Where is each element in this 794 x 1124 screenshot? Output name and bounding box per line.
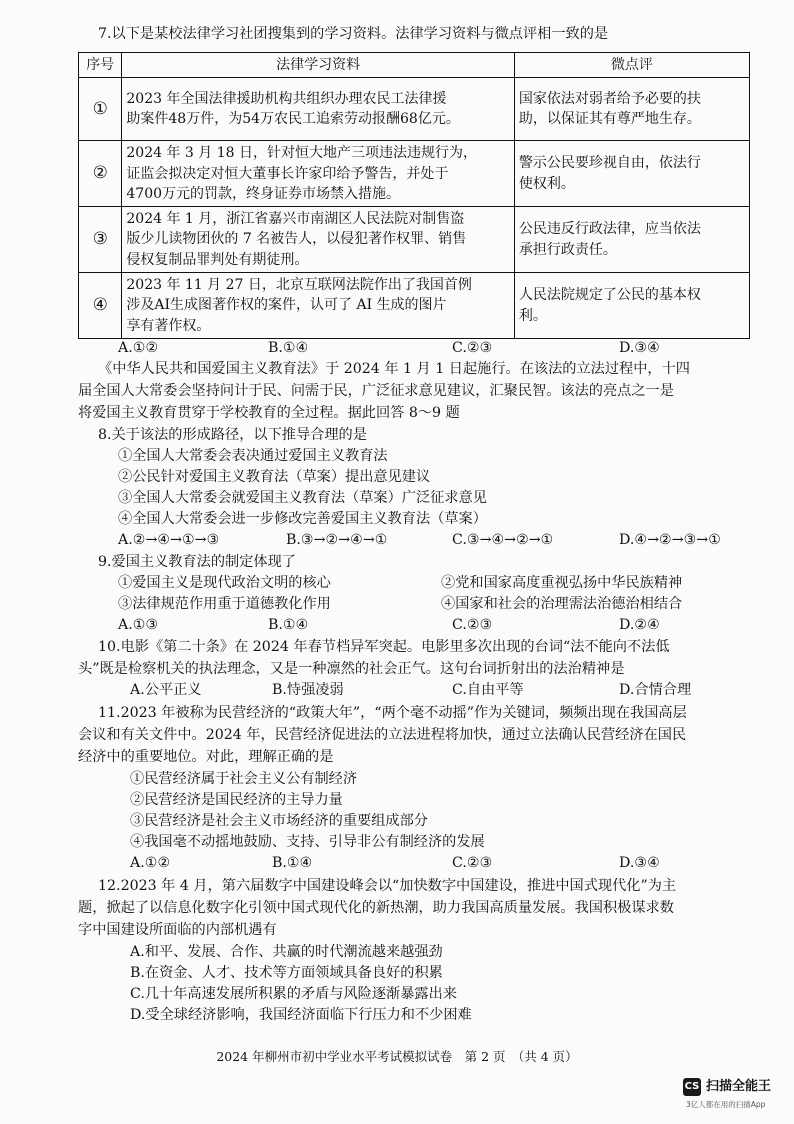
q7-material-line: 版少儿读物团伙的 7 名被告人，以侵犯著作权罪、销售 <box>126 231 467 248</box>
q7-comment-line: 助，以保证其有尊严地生存。 <box>518 111 701 128</box>
q12-option-a: A.和平、发展、合作、共赢的时代潮流越来越强劲 <box>130 944 443 960</box>
q11-option-a: A.①② <box>130 855 171 871</box>
q8-item: ③全国人大常委会就爱国主义教育法（草案）广泛征求意见 <box>118 490 487 506</box>
q7-option-b: B.①④ <box>268 340 309 356</box>
q7-comment-line: 利。 <box>518 307 547 324</box>
q7-material-line: 4700万元的罚款，终身证券市场禁入措施。 <box>126 185 401 202</box>
q7-row-material <box>122 141 515 207</box>
intro-line: 《中华人民共和国爱国主义教育法》于 2024 年 1 月 1 日起施行。在该法的立法过程中，十四 <box>98 361 690 377</box>
q8-item: ②公民针对爱国主义教育法（草案）提出意见建议 <box>118 469 431 485</box>
q7-material-line: 享有著作权。 <box>126 317 211 334</box>
q7-row-comment <box>514 207 749 273</box>
q9-item: ①爱国主义是现代政治文明的核心 <box>118 575 331 591</box>
q7-comment-line: 承担行政责任。 <box>518 241 617 258</box>
q11-item: ①民营经济属于社会主义公有制经济 <box>130 771 358 787</box>
q9-item: ④国家和社会的治理需法治德治相结合 <box>441 596 683 612</box>
q7-stem: 7.以下是某校法律学习社团搜集到的学习资料。法律学习资料与微点评相一致的是 <box>98 26 609 42</box>
q7-row-num: ① <box>79 78 122 141</box>
q7-comment-line: 人民法院规定了公民的基本权 <box>518 287 701 304</box>
q11-item: ④我国毫不动摇地鼓励、支持、引导非公有制经济的发展 <box>130 834 485 850</box>
q8-option-b: B.③→②→④→① <box>286 532 388 548</box>
q8-option-a: A.②→④→①→③ <box>118 532 220 548</box>
q7-material-line: 证监会拟决定对恒大董事长许家印给予警告，并处于 <box>126 165 449 182</box>
q7-table <box>78 52 750 339</box>
q7-material-line: 涉及AI生成图著作权的案件，认可了 AI 生成的图片 <box>126 297 447 314</box>
q12-option-b: B.在资金、人才、技术等方面领域具备良好的积累 <box>130 965 443 981</box>
q9-item: ②党和国家高度重视弘扬中华民族精神 <box>441 575 683 591</box>
q10-option-c: C.自由平等 <box>452 682 524 698</box>
scanner-watermark <box>683 1077 771 1097</box>
q7-header-num: 序号 <box>79 53 122 78</box>
q7-material-line: 2024 年 3 月 18 日，针对恒大地产三项违法违规行为， <box>126 145 477 162</box>
q10-option-a: A.公平正义 <box>130 682 202 698</box>
q7-row-num: ③ <box>79 207 122 273</box>
q7-material-line: 2024 年 1 月，浙江省嘉兴市南湖区人民法院对制售盗 <box>126 211 465 228</box>
q7-comment-line: 使权利。 <box>518 175 575 192</box>
q7-header-row <box>79 53 750 78</box>
q9-stem: 9.爱国主义教育法的制定体现了 <box>98 554 296 570</box>
q7-material-line: 2023 年 11 月 27 日，北京互联网法院作出了我国首例 <box>126 277 472 294</box>
q7-header-material: 法律学习资料 <box>122 53 515 78</box>
q9-option-a: A.①③ <box>118 617 159 633</box>
q7-row-num: ④ <box>79 273 122 339</box>
camscanner-logo-icon: CS <box>683 1078 701 1096</box>
q8-item: ④全国人大常委会进一步修改完善爱国主义教育法（草案） <box>118 511 487 527</box>
q7-comment-line: 警示公民要珍视自由，依法行 <box>518 155 701 172</box>
q11-option-d: D.③④ <box>619 855 660 871</box>
q9-option-b: B.①④ <box>268 617 309 633</box>
q7-header-comment: 微点评 <box>514 53 749 78</box>
q11-option-c: C.②③ <box>452 855 493 871</box>
q7-row-comment <box>514 78 749 141</box>
q7-option-a: A.①② <box>118 340 159 356</box>
q11-stem-line: 11.2023 年被称为民营经济的“政策大年”，“两个毫不动摇”作为关键词，频频出现在我国高层 <box>98 705 687 721</box>
q8-item: ①全国人大常委会表决通过爱国主义教育法 <box>118 448 388 464</box>
q10-option-d: D.合情合理 <box>619 682 692 698</box>
q8-option-d: D.④→②→③→① <box>619 532 721 548</box>
q7-row-material <box>122 273 515 339</box>
q7-row <box>79 78 750 141</box>
q7-row-comment <box>514 273 749 339</box>
q12-stem-line: 题，掀起了以信息化数字化引领中国式现代化的新热潮，助力我国高质量发展。我国积极谋求数 <box>78 900 674 916</box>
q10-option-b: B.恃强凌弱 <box>272 682 344 698</box>
q7-option-d: D.③④ <box>619 340 660 356</box>
q9-option-d: D.②④ <box>619 617 660 633</box>
q11-option-b: B.①④ <box>272 855 313 871</box>
scanner-brand-name: 扫描全能王 <box>706 1079 772 1094</box>
q7-comment-line: 国家依法对弱者给予必要的扶 <box>518 91 701 107</box>
q10-stem-line: 10.电影《第二十条》在 2024 年春节档异军突起。电影里多次出现的台词“法不能向不法低 <box>98 639 670 655</box>
q11-item: ②民营经济是国民经济的主导力量 <box>130 792 343 808</box>
scanner-tagline: 3亿人都在用的扫描App <box>686 1100 766 1109</box>
q8-option-c: C.③→④→②→① <box>452 532 554 548</box>
q7-row-num: ② <box>79 141 122 207</box>
intro-line: 届全国人大常委会坚持问计于民、问需于民，广泛征求意见建议，汇聚民智。该法的亮点之一是 <box>78 383 674 399</box>
q7-row <box>79 141 750 207</box>
q12-option-d: D.受全球经济影响，我国经济面临下行压力和不少困难 <box>130 1007 472 1023</box>
q11-stem-line: 经济中的重要地位。对此，理解正确的是 <box>78 749 334 765</box>
q7-material-line: 助案件48万件，为54万农民工追索劳动报酬68亿元。 <box>126 111 460 128</box>
q12-stem-line: 12.2023 年 4 月，第六届数字中国建设峰会以“加快数字中国建设，推进中国式现代化”为主 <box>98 878 677 894</box>
q7-material-line: 侵权复制品罪判处有期徒刑。 <box>126 251 309 268</box>
q7-option-c: C.②③ <box>452 340 493 356</box>
q7-row-material <box>122 207 515 273</box>
q7-row <box>79 273 750 339</box>
q7-material-line: 2023 年全国法律援助机构共组织办理农民工法律援 <box>126 91 447 107</box>
q12-option-c: C.几十年高速发展所积累的矛盾与风险逐渐暴露出来 <box>130 986 457 1002</box>
q7-row-comment <box>514 141 749 207</box>
q9-item: ③法律规范作用重于道德教化作用 <box>118 596 331 612</box>
q11-stem-line: 会议和有关文件中。2024 年，民营经济促进法的立法进程将加快，通过立法确认民营经济在国民 <box>78 727 687 743</box>
q12-stem-line: 字中国建设所面临的内部机遇有 <box>78 922 277 938</box>
q7-row-material <box>122 78 515 141</box>
intro-line: 将爱国主义教育贯穿于学校教育的全过程。据此回答 8～9 题 <box>78 405 460 421</box>
q9-option-c: C.②③ <box>452 617 493 633</box>
q7-row <box>79 207 750 273</box>
q7-comment-line: 公民违反行政法律，应当依法 <box>518 221 701 238</box>
q11-item: ③民营经济是社会主义市场经济的重要组成部分 <box>130 813 428 829</box>
q8-stem: 8.关于该法的形成路径，以下推导合理的是 <box>98 427 367 443</box>
page-footer: 2024 年柳州市初中学业水平考试模拟试卷 第 2 页 （共 4 页） <box>216 1049 578 1064</box>
q10-stem-line: 头”既是检察机关的执法理念，又是一种凛然的社会正气。这句台词折射出的法治精神是 <box>78 661 625 677</box>
